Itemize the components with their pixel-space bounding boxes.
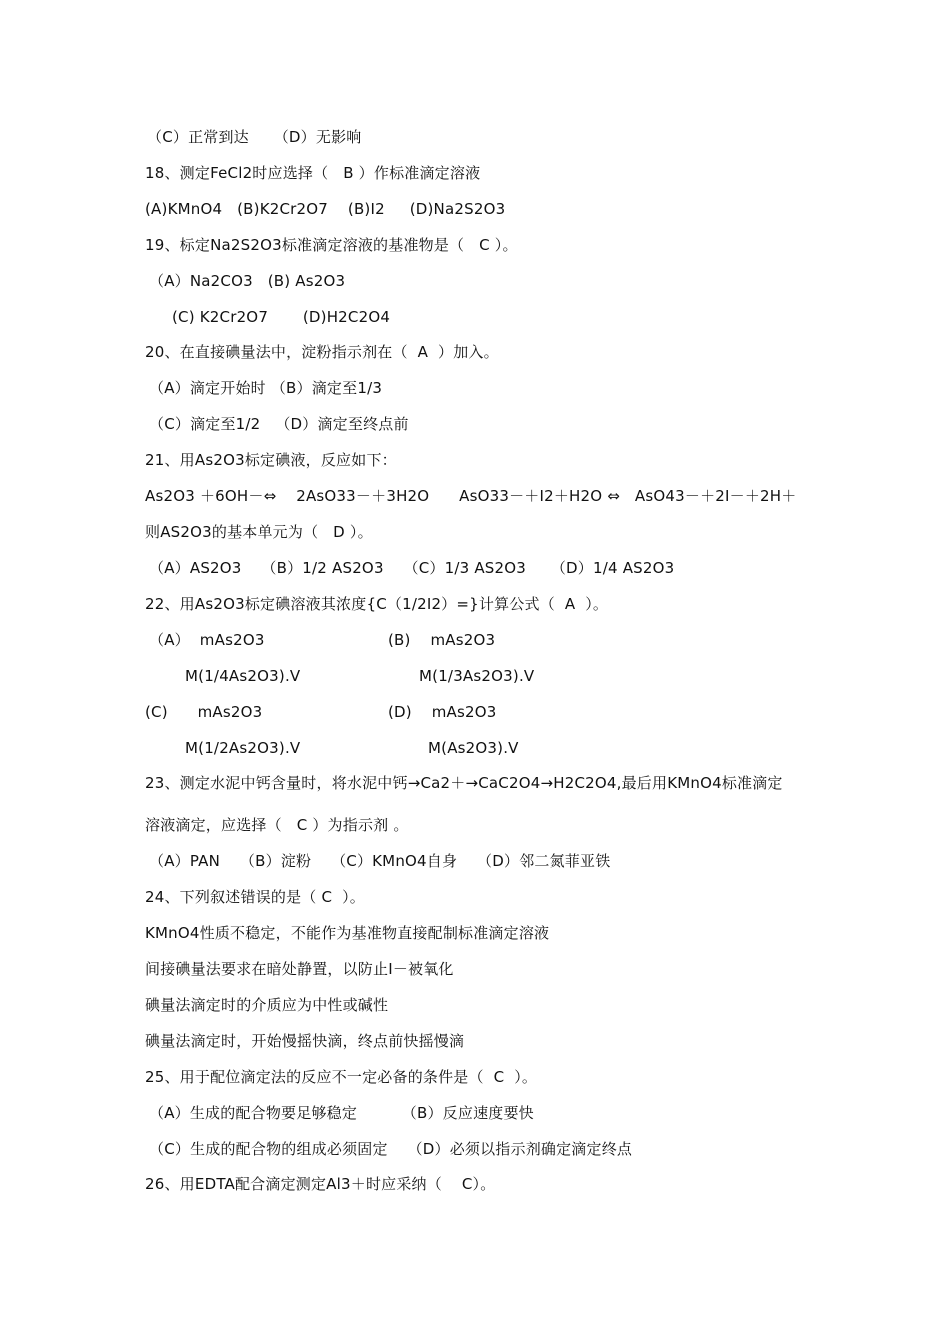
formula-b-denominator: M(1/3As2O3).V [419, 667, 535, 685]
formula-b-numerator: (B) mAs2O3 [388, 631, 496, 649]
question-21: 21、用As2O3标定碘液，反应如下： [145, 451, 397, 469]
formula-c-numerator: (C) mAs2O3 [145, 703, 263, 721]
text-line: 间接碘量法要求在暗处静置，以防止I－被氧化 [145, 960, 454, 978]
question-22: 22、用As2O3标定碘溶液其浓度{C（1/2I2）=}计算公式（ A ）。 [145, 595, 609, 613]
text-line: 则AS2O3的基本单元为（ D ）。 [145, 523, 373, 541]
text-line: 碘量法滴定时，开始慢摇快滴，终点前快摇慢滴 [145, 1032, 465, 1050]
question-18: 18、测定FeCl2时应选择（ B ）作标准滴定溶液 [145, 164, 481, 182]
formula-d-numerator: (D) mAs2O3 [388, 703, 497, 721]
text-line: （A）PAN （B）淀粉 （C）KMnO4自身 （D）邻二氮菲亚铁 [149, 852, 611, 870]
text-line: （A）生成的配合物要足够稳定 （B）反应速度要快 [149, 1104, 534, 1122]
text-line: （C）正常到达 （D）无影响 [147, 128, 362, 146]
text-line: （A）滴定开始时 （B）滴定至1/3 [149, 379, 383, 397]
question-19: 19、标定Na2S2O3标准滴定溶液的基准物是（ C ）。 [145, 236, 518, 254]
text-line: (C) K2Cr2O7 (D)H2C2O4 [172, 308, 391, 326]
text-line: KMnO4性质不稳定，不能作为基准物直接配制标准滴定溶液 [145, 924, 550, 942]
formula-a-numerator: （A） mAs2O3 [149, 631, 265, 649]
text-line: （C）生成的配合物的组成必须固定 （D）必须以指示剂确定滴定终点 [149, 1140, 633, 1158]
reaction-equation: As2O3 ＋6OH－⇔ 2AsO33－＋3H2O AsO33－＋I2＋H2O ⇔ AsO43－＋2I－＋2H＋ [145, 487, 797, 505]
formula-d-denominator: M(As2O3).V [428, 739, 519, 757]
formula-c-denominator: M(1/2As2O3).V [185, 739, 301, 757]
question-23: 23、测定水泥中钙含量时，将水泥中钙→Ca2＋→CaC2O4→H2C2O4,最后用KMnO4标准滴定 [145, 774, 783, 792]
text-line: （C）滴定至1/2 （D）滴定至终点前 [149, 415, 409, 433]
question-20: 20、在直接碘量法中，淀粉指示剂在（ A ）加入。 [145, 343, 499, 361]
text-line: 溶液滴定，应选择（ C ）为指示剂 。 [145, 816, 409, 834]
text-line: (A)KMnO4 (B)K2Cr2O7 (B)I2 (D)Na2S2O3 [145, 200, 506, 218]
formula-a-denominator: M(1/4As2O3).V [185, 667, 301, 685]
text-line: （A）AS2O3 （B）1/2 AS2O3 （C）1/3 AS2O3 （D）1/4 AS2O3 [149, 559, 675, 577]
text-line: （A）Na2CO3 (B) As2O3 [149, 272, 346, 290]
text-line: 碘量法滴定时的介质应为中性或碱性 [145, 996, 389, 1014]
question-26: 26、用EDTA配合滴定测定Al3＋时应采纳（ C）。 [145, 1175, 496, 1193]
question-25: 25、用于配位滴定法的反应不一定必备的条件是（ C ）。 [145, 1068, 538, 1086]
question-24: 24、下列叙述错误的是（ C ）。 [145, 888, 365, 906]
